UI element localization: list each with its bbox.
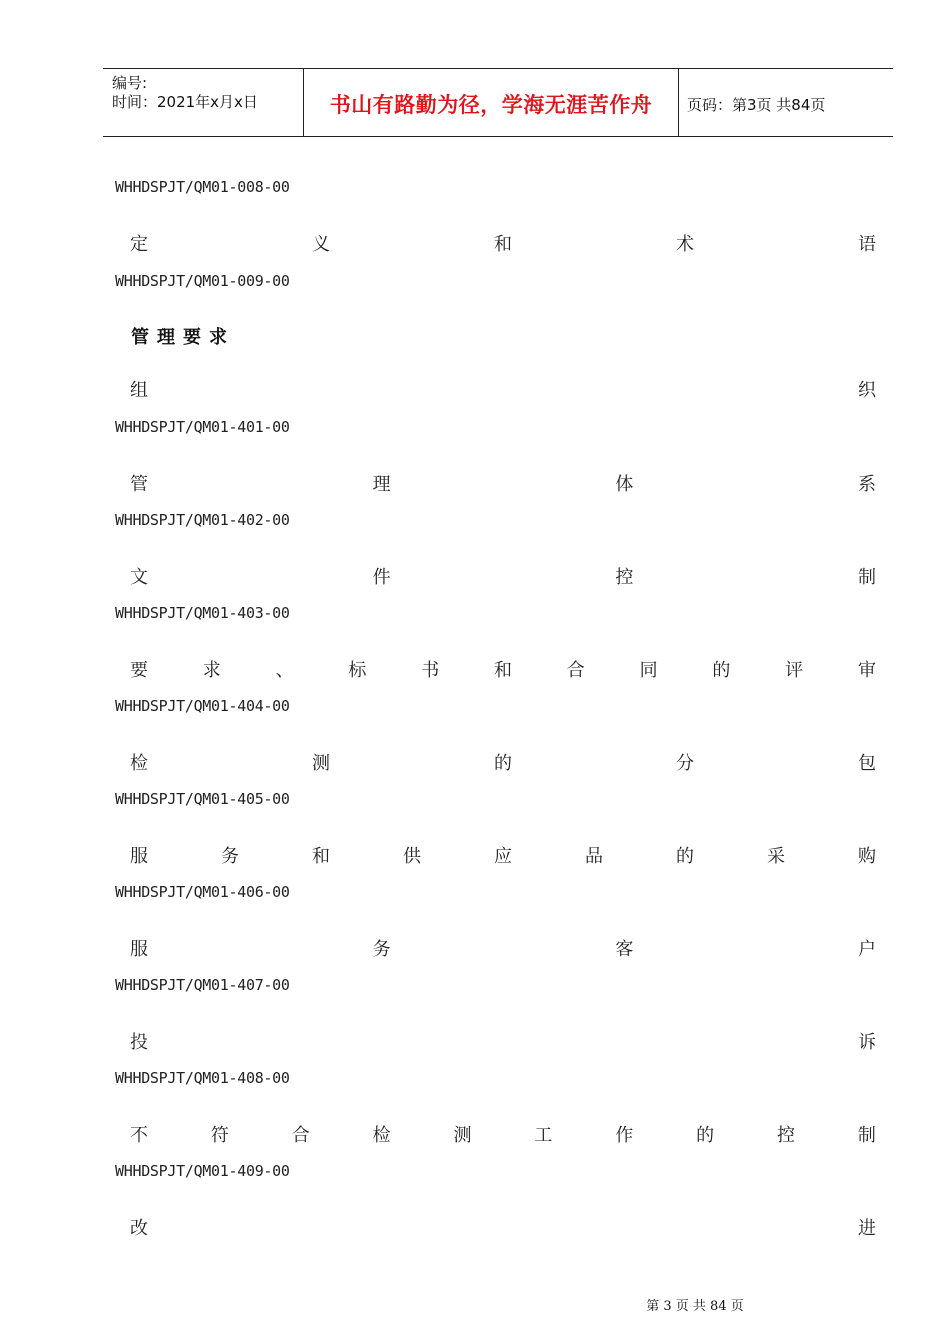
document-code: WHHDSPJT/QM01-402-00 bbox=[115, 511, 290, 529]
document-code: WHHDSPJT/QM01-401-00 bbox=[115, 418, 290, 436]
spread-char: 制 bbox=[857, 1125, 876, 1146]
spread-char: 符 bbox=[210, 1125, 229, 1146]
spread-char: 管 bbox=[130, 474, 148, 495]
time-label: 时间：2021年x月x日 bbox=[112, 93, 258, 111]
spread-char: 测 bbox=[453, 1125, 472, 1146]
header-meta-cell bbox=[103, 69, 303, 136]
spread-char: 的 bbox=[712, 660, 731, 681]
document-code: WHHDSPJT/QM01-406-00 bbox=[115, 883, 290, 901]
spread-line bbox=[130, 842, 876, 868]
spread-char: 和 bbox=[312, 846, 330, 867]
spread-char: 要 bbox=[130, 660, 148, 681]
spread-char: 书 bbox=[421, 660, 440, 681]
spread-char: 采 bbox=[767, 846, 785, 867]
document-header bbox=[103, 68, 893, 137]
header-page-cell bbox=[678, 69, 893, 136]
spread-char: 控 bbox=[615, 567, 634, 588]
spread-char: 品 bbox=[585, 846, 603, 867]
spread-char: 和 bbox=[494, 234, 512, 255]
spread-char: 改 bbox=[130, 1218, 148, 1239]
spread-char: 评 bbox=[785, 660, 804, 681]
spread-char: 组 bbox=[130, 380, 148, 401]
spread-char: 购 bbox=[858, 846, 876, 867]
spread-char: 标 bbox=[348, 660, 367, 681]
spread-line bbox=[130, 656, 876, 682]
section-title: 管理要求 bbox=[131, 327, 235, 348]
spread-line bbox=[130, 1214, 876, 1240]
document-code: WHHDSPJT/QM01-008-00 bbox=[115, 178, 290, 196]
spread-char: 合 bbox=[291, 1125, 310, 1146]
spread-char: 制 bbox=[857, 567, 876, 588]
spread-char: 务 bbox=[221, 846, 239, 867]
spread-char: 语 bbox=[858, 234, 876, 255]
spread-char: 测 bbox=[312, 753, 330, 774]
spread-char: 织 bbox=[858, 380, 876, 401]
spread-char: 务 bbox=[372, 939, 391, 960]
spread-char: 作 bbox=[615, 1125, 634, 1146]
spread-char: 应 bbox=[494, 846, 512, 867]
spread-line bbox=[130, 935, 876, 961]
spread-char: 理 bbox=[372, 474, 391, 495]
slogan: 书山有路勤为径，学海无涯苦作舟 bbox=[329, 93, 653, 117]
spread-char: 包 bbox=[858, 753, 876, 774]
document-code: WHHDSPJT/QM01-404-00 bbox=[115, 697, 290, 715]
spread-char: 进 bbox=[858, 1218, 876, 1239]
serial-number-label: 编号: bbox=[112, 74, 148, 92]
spread-char: 服 bbox=[130, 939, 148, 960]
spread-char: 控 bbox=[777, 1125, 795, 1146]
spread-line bbox=[130, 470, 876, 496]
spread-char: 客 bbox=[615, 939, 634, 960]
spread-char: 户 bbox=[857, 939, 876, 960]
spread-char: 件 bbox=[372, 567, 391, 588]
spread-line bbox=[130, 1121, 876, 1147]
spread-char: 文 bbox=[130, 567, 148, 588]
document-code: WHHDSPJT/QM01-403-00 bbox=[115, 604, 290, 622]
spread-char: 系 bbox=[857, 474, 876, 495]
page-footer-text: 第 3 页 共 84 页 bbox=[646, 1299, 744, 1314]
document-code: WHHDSPJT/QM01-408-00 bbox=[115, 1069, 290, 1087]
spread-char: 检 bbox=[130, 753, 148, 774]
page-info: 页码：第3页 共84页 bbox=[687, 96, 826, 114]
document-code: WHHDSPJT/QM01-009-00 bbox=[115, 272, 290, 290]
spread-char: 检 bbox=[372, 1125, 391, 1146]
spread-line bbox=[130, 376, 876, 402]
spread-char: 体 bbox=[615, 474, 634, 495]
spread-char: 的 bbox=[696, 1125, 715, 1146]
spread-char: 求 bbox=[202, 660, 221, 681]
spread-char: 工 bbox=[534, 1125, 553, 1146]
spread-char: 、 bbox=[275, 660, 294, 681]
header-slogan-cell bbox=[303, 69, 679, 136]
spread-char: 诉 bbox=[858, 1032, 876, 1053]
document-code: WHHDSPJT/QM01-407-00 bbox=[115, 976, 290, 994]
spread-line bbox=[130, 749, 876, 775]
spread-char: 定 bbox=[130, 234, 148, 255]
spread-char: 审 bbox=[857, 660, 876, 681]
spread-char: 供 bbox=[403, 846, 421, 867]
spread-line bbox=[130, 1028, 876, 1054]
page-footer bbox=[0, 1295, 950, 1314]
spread-line bbox=[130, 230, 876, 256]
spread-char: 的 bbox=[494, 753, 512, 774]
spread-char: 投 bbox=[130, 1032, 148, 1053]
spread-char: 术 bbox=[676, 234, 694, 255]
spread-char: 的 bbox=[676, 846, 694, 867]
spread-char: 义 bbox=[312, 234, 330, 255]
spread-char: 服 bbox=[130, 846, 148, 867]
document-code: WHHDSPJT/QM01-409-00 bbox=[115, 1162, 290, 1180]
spread-char: 合 bbox=[566, 660, 585, 681]
document-code: WHHDSPJT/QM01-405-00 bbox=[115, 790, 290, 808]
spread-char: 分 bbox=[676, 753, 694, 774]
spread-char: 不 bbox=[130, 1125, 148, 1146]
spread-char: 同 bbox=[639, 660, 658, 681]
spread-line bbox=[130, 563, 876, 589]
spread-char: 和 bbox=[493, 660, 512, 681]
